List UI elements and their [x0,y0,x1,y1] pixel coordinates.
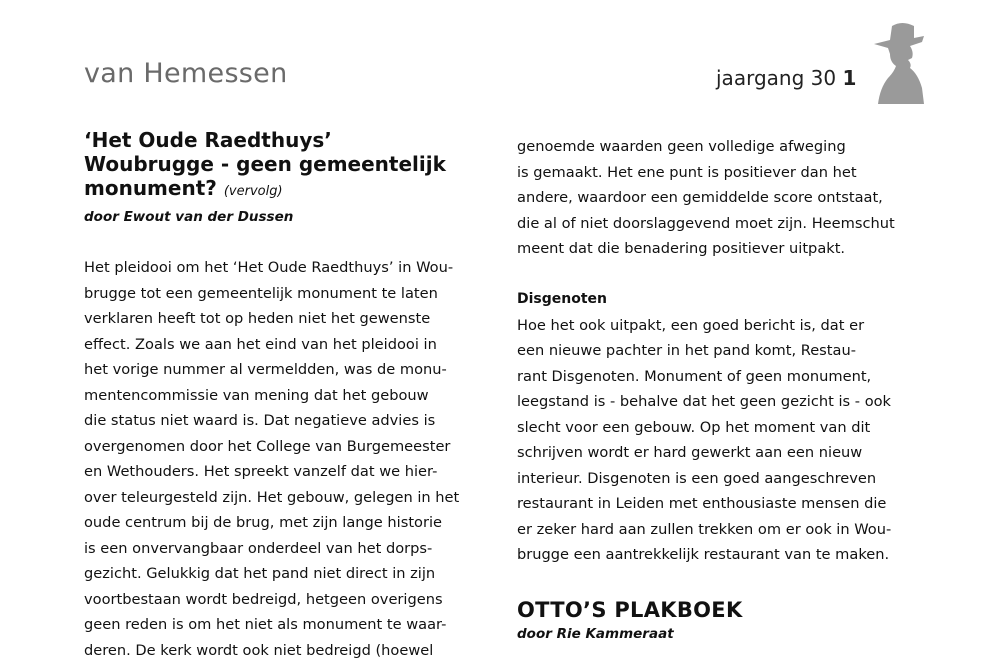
body-line: effect. Zoals we aan het eind van het pleidooi in [84,335,437,353]
body-line: en Wethouders. Het spreekt vanzelf dat we hier- [84,463,438,480]
body-line: overgenomen door het College van Burgemeester [84,437,451,455]
issue-number: 1 [842,66,857,90]
body-line: is gemaakt. Het ene punt is positiever dan het [517,163,857,181]
body-line: meent dat die benadering positiever uitpakt. [517,240,846,257]
left-column [84,128,469,663]
article-title [84,128,469,204]
man-in-hat-silhouette-icon [868,18,928,104]
body-line: leegstand is - behalve dat het geen gezicht is - ook [517,393,892,410]
body-line: geen reden is om het niet als monument te waar- [84,616,447,633]
section-subhead: Disgenoten [517,291,608,307]
volume-label: jaargang 30 [716,66,837,90]
body-line: oude centrum bij de brug, met zijn lange historie [84,514,443,531]
issue-info [716,66,856,90]
body-line: restaurant in Leiden met enthousiaste mensen die [517,495,887,512]
body-line: er zeker hard aan zullen trekken om er ook in Wou- [517,520,892,538]
body-line: schrijven wordt er hard gewerkt aan een nieuw [517,444,863,461]
vervolg-note: (vervolg) [223,184,283,199]
body-line: mentencommissie van mening dat het gebouw [84,386,429,404]
body-line: Het pleidooi om het ‘Het Oude Raedthuys’ in Wou- [84,259,454,276]
body-line: Hoe het ook uitpakt, een goed bericht is, dat er [517,316,865,334]
body-line: slecht voor een gebouw. Op het moment van dit [517,418,871,436]
body-line: over teleurgesteld zijn. Het gebouw, gelegen in het [84,488,460,506]
body-line: rant Disgenoten. Monument of geen monument, [517,367,872,385]
body-line: brugge een aantrekkelijk restaurant van te maken. [517,546,890,563]
title-line-3: monument? [84,176,217,200]
body-line: brugge tot een gemeentelijk monument te laten [84,284,438,302]
next-article-byline: door Rie Kammeraat [517,625,674,642]
next-article-title: OTTO’S PLAKBOEK [517,597,743,622]
body-line: een nieuwe pachter in het pand komt, Restau- [517,342,856,359]
body-line: is een onvervangbaar onderdeel van het dorps- [84,539,433,557]
left-body-text [84,255,469,663]
body-line: voortbestaan wordt bedreigd, hetgeen overigens [84,590,443,608]
body-line: genoemde waarden geen volledige afweging [517,138,846,155]
article-byline: door Ewout van der Dussen [84,209,294,225]
body-line: die status niet waard is. Dat negatieve advies is [84,412,436,429]
body-line: het vorige nummer al vermeldden, was de monu- [84,361,447,378]
body-line: andere, waardoor een gemiddelde score ontstaat, [517,189,883,206]
title-line-1: ‘Het Oude Raedthuys’ [84,128,332,152]
title-line-2: Woubrugge - geen gemeentelijk [84,152,446,176]
paragraph-gap [517,262,917,288]
body-line: deren. De kerk wordt ook niet bedreigd (hoewel [84,641,434,659]
body-line: gezicht. Gelukkig dat het pand niet direct in zijn [84,565,436,582]
right-column [517,134,917,644]
body-line: die al of niet doorslaggevend moet zijn. Heemschut [517,214,895,232]
body-line: verklaren heeft tot op heden niet het gewenste [84,310,431,327]
publication-title: van Hemessen [84,58,288,89]
body-line: interieur. Disgenoten is een goed aangeschreven [517,469,877,487]
